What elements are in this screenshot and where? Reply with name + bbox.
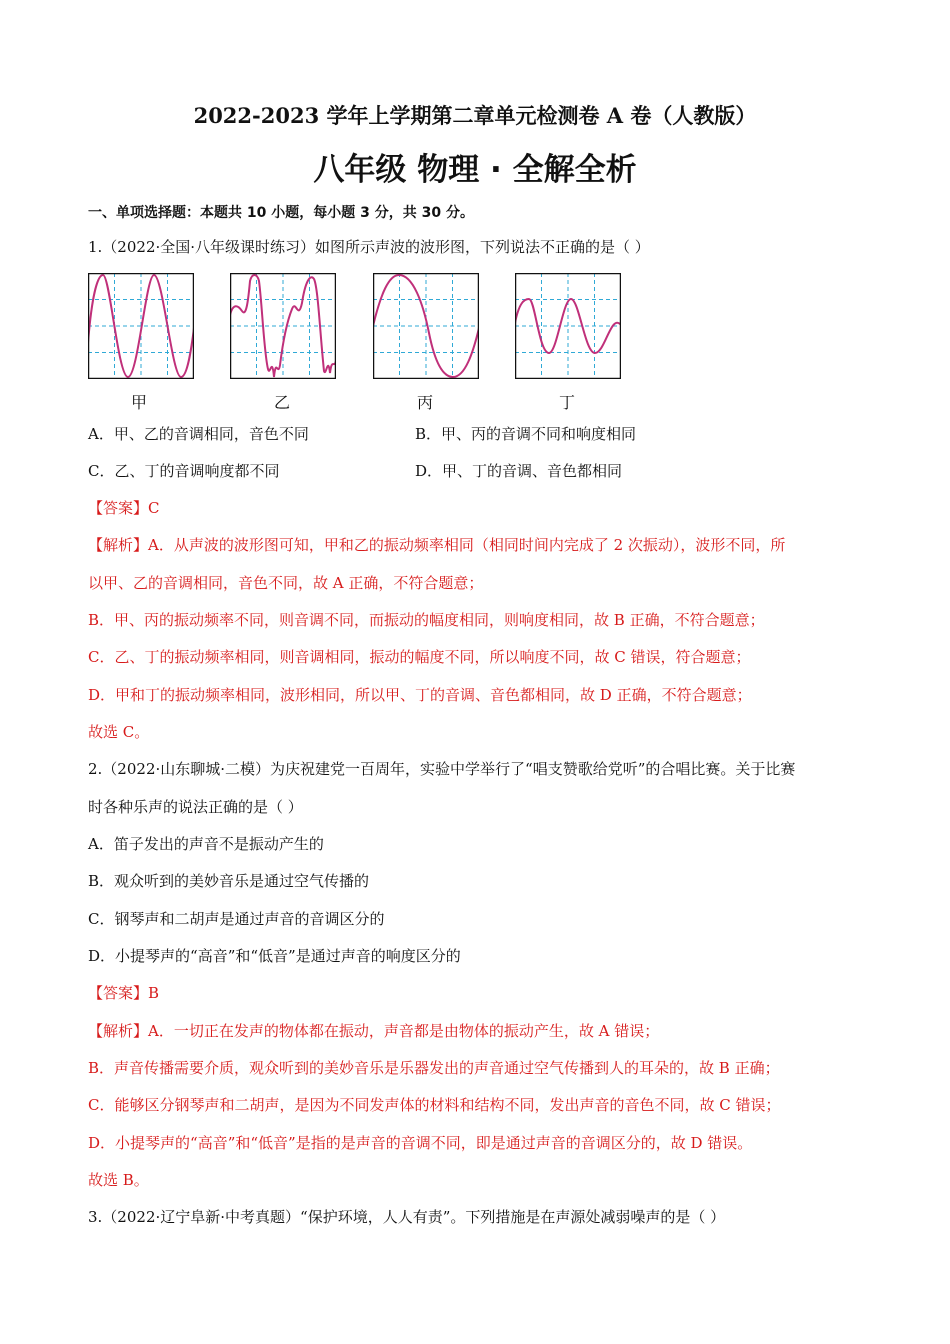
waveform-yi — [230, 273, 336, 379]
figure-label-yi: 乙 — [273, 393, 290, 412]
q2-analysis-line: 【解析】A．一切正在发声的物体都在振动，声音都是由物体的振动产生，故 A 错误； — [88, 1022, 660, 1040]
section-heading: 一、单项选择题：本题共 10 小题，每小题 3 分，共 30 分。 — [88, 205, 474, 221]
q2-analysis-line: C．能够区分钢琴声和二胡声，是因为不同发声体的材料和结构不同，发出声音的音色不同，故 C 错误； — [88, 1096, 781, 1114]
q2-stem-line: 2.（2022·山东聊城·二模）为庆祝建党一百周年，实验中学举行了“唱支赞歌给党听”的合唱比赛。关于比赛 — [88, 760, 796, 778]
q1-answer: 【答案】C — [88, 499, 160, 517]
waveform-bing — [373, 273, 479, 379]
q2-analysis-line: B．声音传播需要介质，观众听到的美妙音乐是乐器发出的声音通过空气传播到人的耳朵的，故 B 正确； — [88, 1059, 780, 1077]
waveform-jia — [88, 273, 194, 379]
q1-option-b: B．甲、丙的音调不同和响度相同 — [415, 425, 637, 443]
figure-label-bing: 丙 — [416, 393, 433, 412]
q2-analysis-line: D．小提琴声的“高音”和“低音”是指的是声音的音调不同，即是通过声音的音调区分的，故 D 错误。 — [88, 1134, 753, 1152]
exam-title: 2022-2023 学年上学期第二章单元检测卷 A 卷（人教版） — [193, 103, 757, 128]
q2-option-a: A．笛子发出的声音不是振动产生的 — [88, 835, 324, 853]
q1-option-c: C．乙、丁的音调响度都不同 — [88, 462, 280, 480]
q2-analysis-line: 故选 B。 — [88, 1171, 149, 1189]
q1-option-d: D．甲、丁的音调、音色都相同 — [415, 462, 623, 480]
figure-label-jia: 甲 — [130, 393, 147, 412]
q1-option-a: A．甲、乙的音调相同，音色不同 — [88, 425, 309, 443]
q1-stem: 1.（2022·全国·八年级课时练习）如图所示声波的波形图，下列说法不正确的是（ ） — [88, 238, 650, 256]
q2-option-d: D．小提琴声的“高音”和“低音”是通过声音的响度区分的 — [88, 947, 461, 965]
q2-option-c: C．钢琴声和二胡声是通过声音的音调区分的 — [88, 910, 385, 928]
q2-option-b: B．观众听到的美妙音乐是通过空气传播的 — [88, 872, 370, 890]
q1-analysis-line: B．甲、丙的振动频率不同，则音调不同，而振动的幅度相同，则响度相同，故 B 正确，不符合题意； — [88, 611, 765, 629]
q1-analysis-line: C．乙、丁的振动频率相同，则音调相同，振动的幅度不同，所以响度不同，故 C 错误，符合题意； — [88, 648, 751, 666]
q3-stem: 3.（2022·辽宁阜新·中考真题）“保护环境，人人有责”。下列措施是在声源处减弱噪声的是（ ） — [88, 1208, 726, 1226]
figure-label-ding: 丁 — [558, 393, 575, 412]
q2-answer: 【答案】B — [88, 984, 160, 1002]
q2-stem-line: 时各种乐声的说法正确的是（ ） — [88, 798, 303, 816]
q1-analysis-line: 【解析】A．从声波的波形图可知，甲和乙的振动频率相同（相同时间内完成了 2 次振动），波形不同，所 — [88, 536, 786, 554]
q1-analysis-line: 故选 C。 — [88, 723, 150, 741]
q1-analysis-line: D．甲和丁的振动频率相同，波形相同，所以甲、丁的音调、音色都相同，故 D 正确，不符合题意； — [88, 686, 752, 704]
waveform-ding — [515, 273, 621, 379]
q1-analysis-line: 以甲、乙的音调相同，音色不同，故 A 正确，不符合题意； — [88, 574, 484, 592]
exam-subtitle: 八年级 物理 · 全解全析 — [313, 152, 637, 188]
